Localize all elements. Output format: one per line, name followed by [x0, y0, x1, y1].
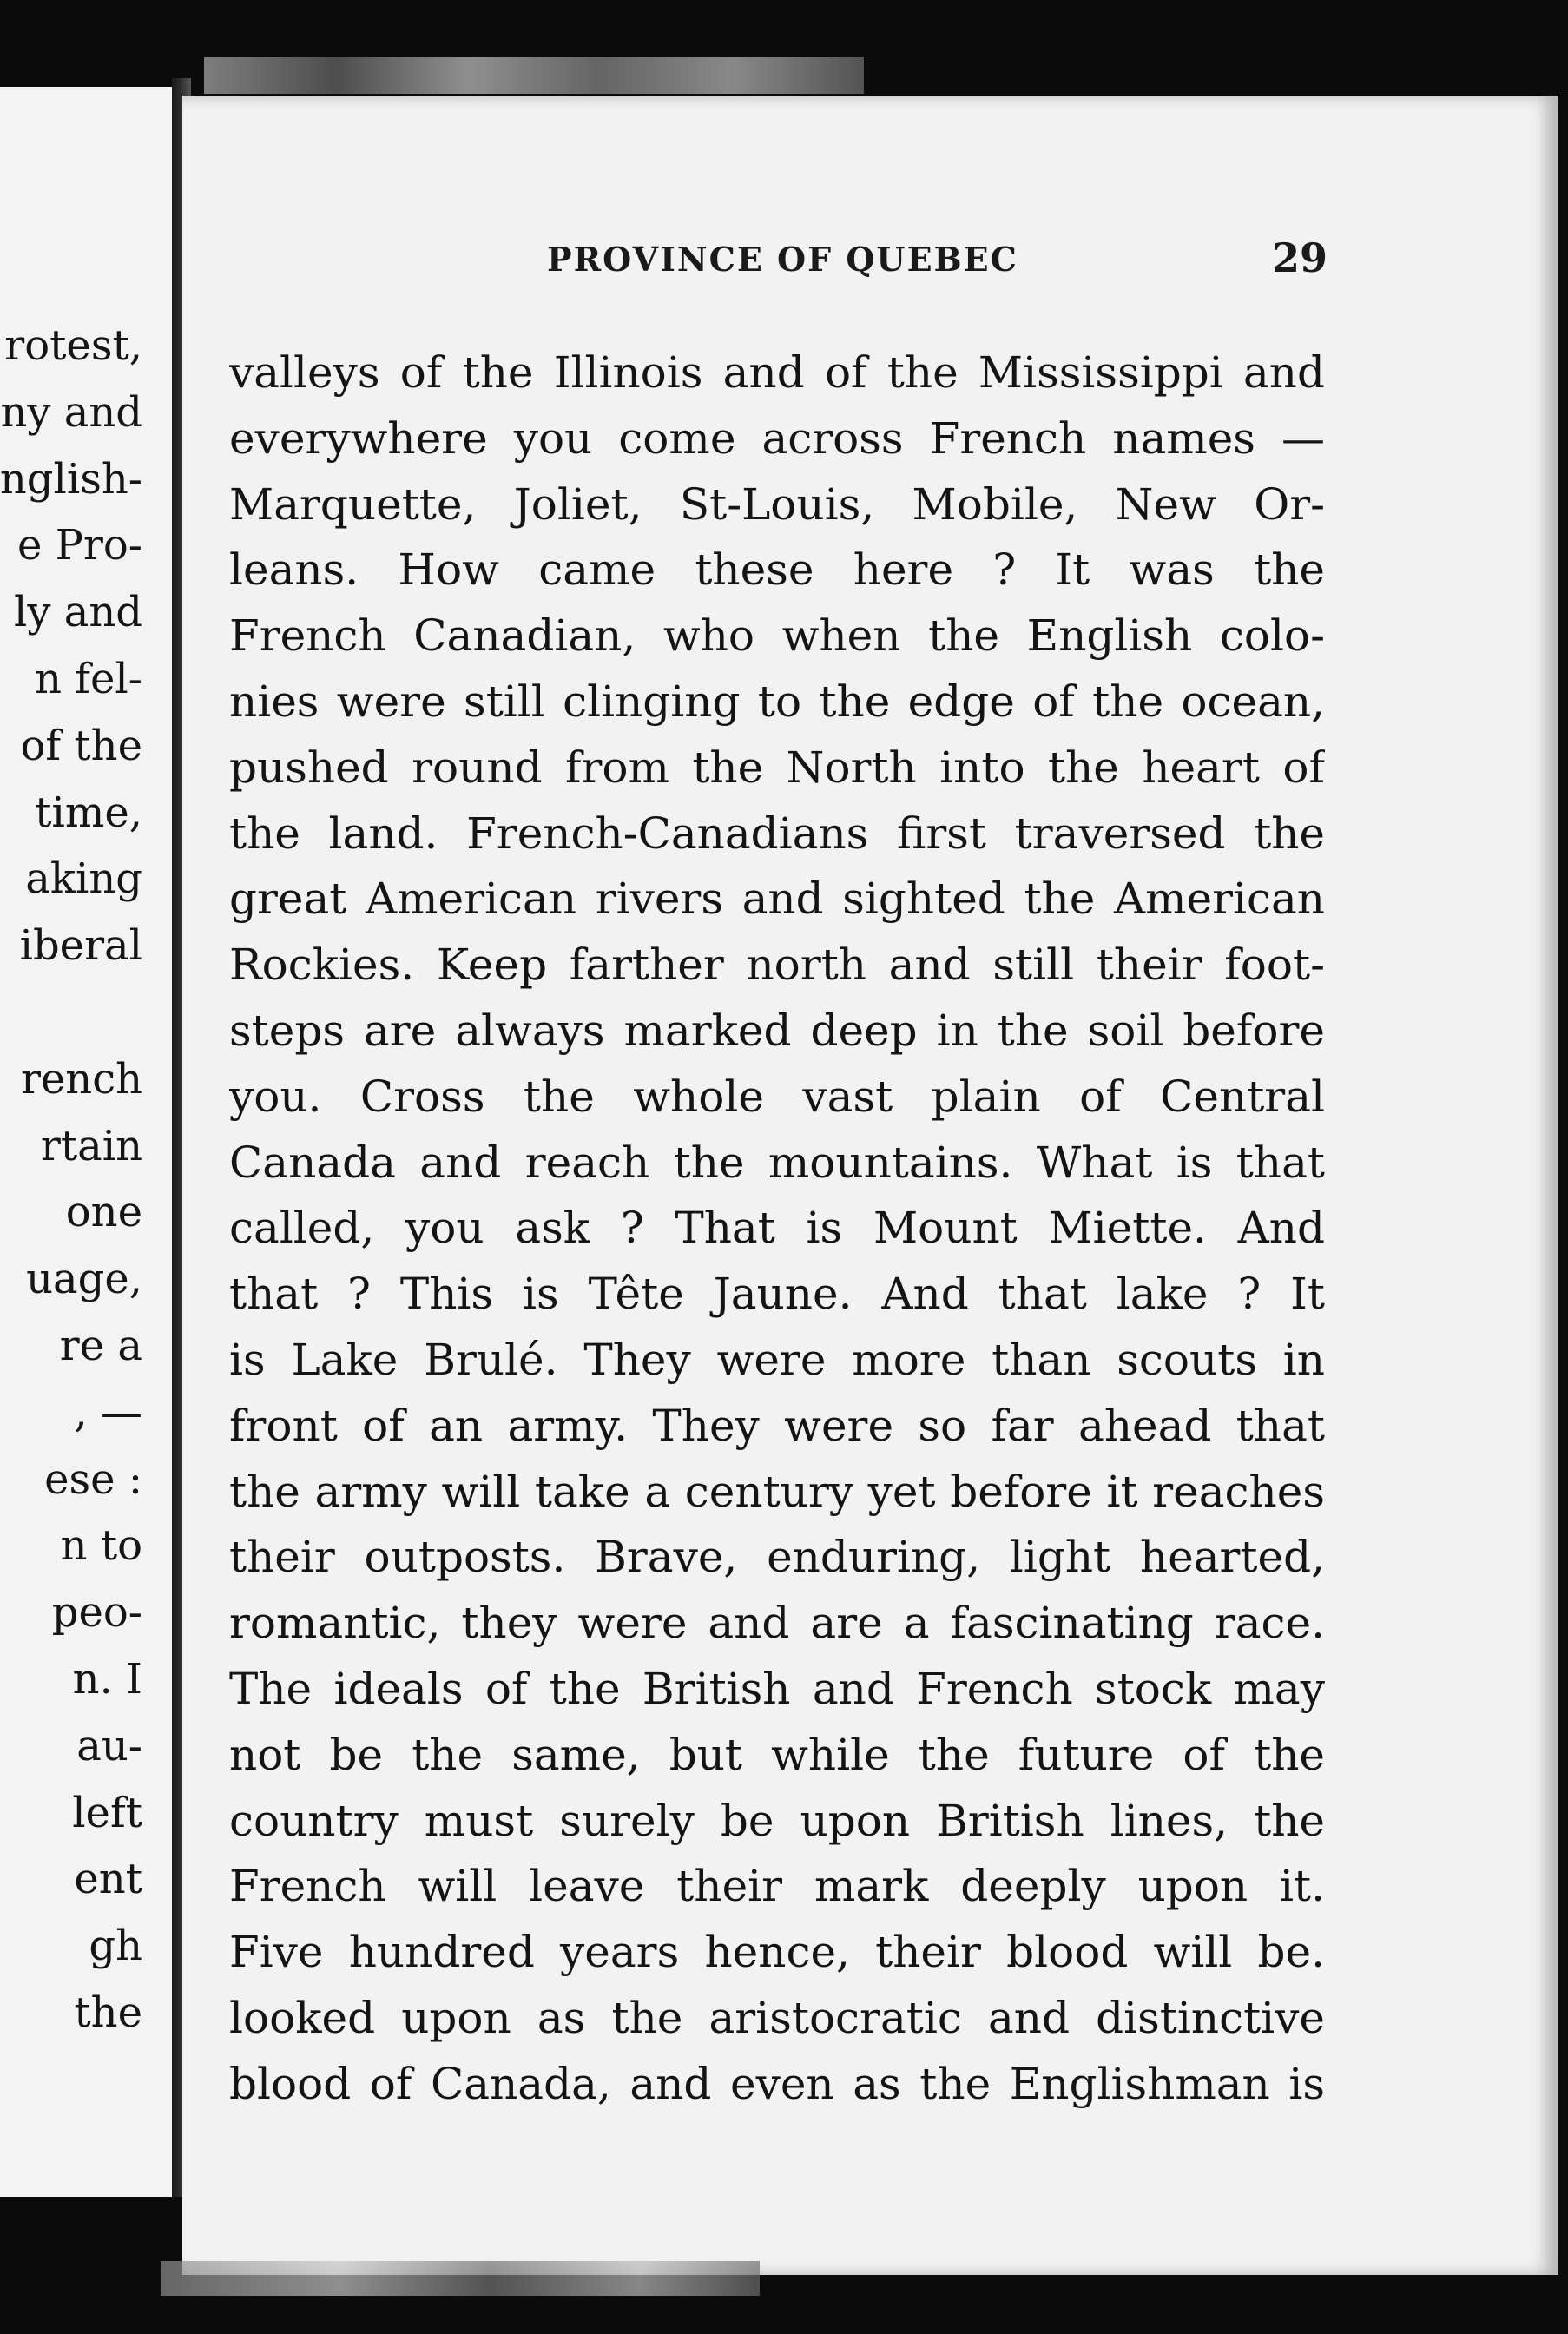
facing-page-line: , — — [74, 1388, 142, 1437]
body-text — [229, 340, 1325, 2118]
scan-edge-artifact-top — [204, 57, 864, 94]
body-line: looked upon as the aristocratic and distinctive — [229, 1992, 1325, 2043]
facing-page-line: rotest, — [4, 321, 142, 370]
page-number: 29 — [1272, 234, 1328, 281]
body-line: valleys of the Illinois and of the Mississippi and — [229, 347, 1325, 398]
body-line: The ideals of the British and French stock may — [229, 1663, 1325, 1714]
facing-page-line: e Pro- — [16, 521, 142, 570]
body-line: pushed round from the North into the heart of — [229, 742, 1325, 793]
facing-page-line: left — [72, 1788, 142, 1837]
body-line: everywhere you come across French names — — [229, 412, 1325, 464]
body-line: romantic, they were and are a fascinating race. — [229, 1598, 1325, 1649]
facing-page-line: re a — [59, 1321, 142, 1370]
body-line: great American rivers and sighted the American — [229, 874, 1325, 925]
body-line: Rockies. Keep farther north and still their foot- — [229, 940, 1325, 991]
facing-page-line: au- — [76, 1721, 142, 1770]
scan-edge-artifact-bottom — [161, 2261, 760, 2296]
facing-page-line: ese : — [44, 1454, 142, 1504]
body-line: leans. How came these here ? It was the — [229, 544, 1325, 596]
facing-page-line: gh — [89, 1922, 142, 1971]
body-line: nies were still clinging to the edge of the ocean, — [229, 676, 1325, 727]
body-line: their outposts. Brave, enduring, light hearted, — [229, 1532, 1325, 1583]
facing-page-line: rench — [20, 1054, 142, 1104]
facing-page-line: uage, — [26, 1255, 142, 1304]
facing-page-line: rtain — [40, 1121, 142, 1170]
body-line: Marquette, Joliet, St-Louis, Mobile, New Or- — [229, 478, 1325, 530]
facing-page-line: ly and — [14, 588, 142, 637]
body-line: you. Cross the whole vast plain of Central — [229, 1071, 1325, 1122]
body-line: that ? This is Tête Jaune. And that lake ? It — [229, 1269, 1325, 1320]
facing-page-line: time, — [35, 788, 142, 837]
facing-page-line: n. I — [72, 1654, 142, 1704]
facing-page-text — [0, 313, 142, 2047]
facing-page-line: ny and — [0, 387, 142, 437]
facing-page-line: nglish- — [0, 454, 142, 504]
main-page — [182, 96, 1558, 2275]
body-line: the army will take a century yet before it reaches — [229, 1466, 1325, 1517]
body-line: called, you ask ? That is Mount Miette. And — [229, 1203, 1325, 1254]
facing-page-line — [0, 979, 142, 1046]
facing-page-line: one — [65, 1188, 142, 1237]
facing-page-line: aking — [25, 854, 142, 904]
body-line: not be the same, but while the future of the — [229, 1729, 1325, 1780]
body-line: country must surely be upon British lines, the — [229, 1795, 1325, 1846]
body-line: is Lake Brulé. They were more than scouts in — [229, 1334, 1325, 1385]
facing-page-line: iberal — [19, 921, 142, 971]
facing-page-line: peo- — [51, 1588, 142, 1638]
body-line: French Canadian, who when the English colo- — [229, 610, 1325, 662]
facing-page-line: the — [74, 1988, 142, 2037]
running-head — [182, 234, 1558, 292]
body-line: French will leave their mark deeply upon it. — [229, 1861, 1325, 1912]
body-line: blood of Canada, and even as the Englishman is — [229, 2058, 1325, 2109]
body-line: front of an army. They were so far ahead that — [229, 1400, 1325, 1451]
running-head-title: PROVINCE OF QUEBEC — [547, 240, 1018, 279]
facing-page — [0, 87, 182, 2197]
body-line: Canada and reach the mountains. What is that — [229, 1137, 1325, 1188]
body-line: the land. French-Canadians first traversed the — [229, 808, 1325, 859]
facing-page-line: n to — [60, 1521, 142, 1571]
body-line: Five hundred years hence, their blood will be. — [229, 1927, 1325, 1978]
facing-page-line: ent — [74, 1855, 142, 1904]
facing-page-line: n fel- — [35, 654, 142, 703]
body-line: steps are always marked deep in the soil before — [229, 1005, 1325, 1056]
facing-page-line: of the — [20, 721, 142, 770]
